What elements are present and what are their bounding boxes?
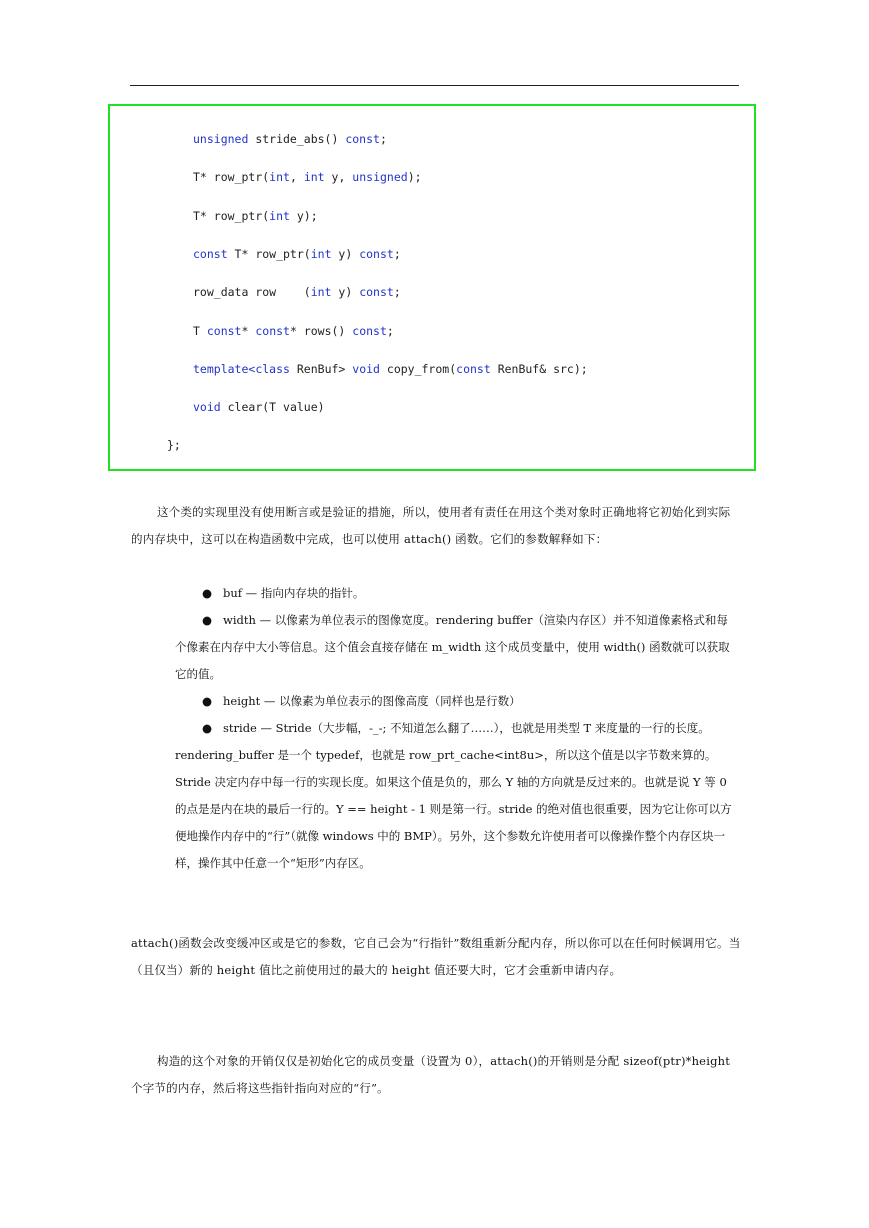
code-line-row-ptr-3: T* row_ptr(int, int y, unsigned);: [193, 170, 422, 184]
code-line-clear: void clear(T value): [193, 400, 325, 414]
bullet-icon: ●: [202, 694, 213, 708]
code-line-row-ptr-1: T* row_ptr(int y);: [193, 209, 318, 223]
paragraph-cost: 构造的这个对象的开销仅仅是初始化它的成员变量（设置为 0），attach()的开销则是分配 sizeof(ptr)*height 个字节的内存，然后将这些指针指向对应的“行”。: [131, 1054, 731, 1095]
header-rule: [130, 85, 739, 86]
paragraph-attach: attach()函数会改变缓冲区或是它的参数，它自己会为“行指针”数组重新分配内存，所以你可以在任何时候调用它。当（且仅当）新的 height 值比之前使用过的最大的 height 值还要大时，它才会重新申请内存。: [131, 936, 741, 977]
code-line-closing-brace: };: [167, 438, 181, 452]
bullet-icon: ●: [202, 613, 213, 627]
list-item-buf: ● buf — 指向内存块的指针。: [175, 580, 737, 607]
parameter-list: [175, 580, 737, 877]
bullet-icon: ●: [202, 586, 213, 600]
list-item-width: ● width — 以像素为单位表示的图像宽度。rendering buffer（渲染内存区）并不知道像素格式和每个像素在内存中大小等信息。这个值会直接存储在 m_width 这个成员变量中，使用 width() 函数就可以获取它的值。: [175, 607, 737, 688]
code-line-copy-from: template<class RenBuf> void copy_from(const RenBuf& src);: [193, 362, 588, 376]
code-line-rows: T const* const* rows() const;: [193, 324, 394, 338]
code-line-row-ptr-const: const T* row_ptr(int y) const;: [193, 247, 401, 261]
list-item-stride: ● stride — Stride（大步幅，-_-; 不知道怎么翻了……），也就是用类型 T 来度量的一行的长度。 rendering_buffer 是一个 typedef，也就是 row_prt_cache<int8u>，所以这个值是以字节数来算的。Stride 决定内存中每一行的实现长度。如果这个值是负的，那么 Y 轴的方向就是反过来的。也就是说 Y 等 0 的点是是内在块的最后一行的。Y == height - 1 则是第一行。stride 的绝对值也很重要，因为它让你可以方便地操作内存中的“行”（就像 windows 中的 BMP）。另外，这个参数允许使用者可以像操作整个内存区块一样，操作其中任意一个“矩形”内存区。: [175, 715, 737, 877]
list-item-height: ● height — 以像素为单位表示的图像高度（同样也是行数）: [175, 688, 737, 715]
paragraph-intro: 这个类的实现里没有使用断言或是验证的措施，所以，使用者有责任在用这个类对象时正确地将它初始化到实际的内存块中，这可以在构造函数中完成，也可以使用 attach() 函数。它们的参数解释如下：: [131, 505, 731, 546]
code-block: [108, 104, 756, 471]
bullet-icon: ●: [202, 721, 213, 735]
code-line-stride-abs: unsigned stride_abs() const;: [193, 132, 387, 146]
code-line-row: row_data row (int y) const;: [193, 285, 401, 299]
